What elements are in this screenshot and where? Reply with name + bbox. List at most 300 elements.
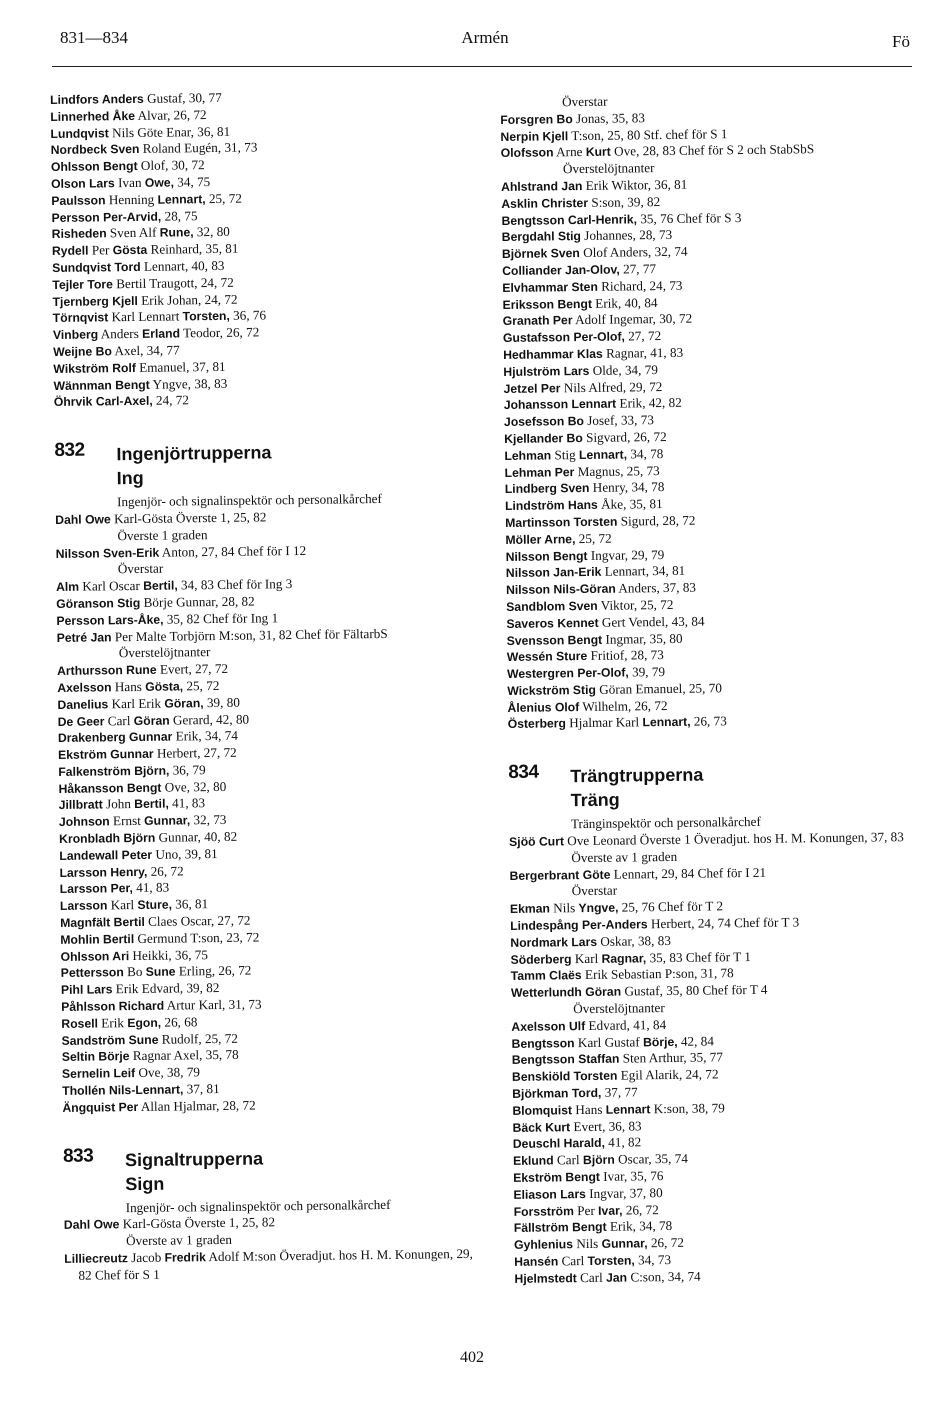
officer-surname: Sune [145, 964, 176, 980]
officer-details: Per Malte Torbjörn M:son, 31, 82 Chef för FältarbS [111, 625, 388, 644]
officer-surname: Göran [133, 713, 170, 728]
section-834-heading [508, 758, 929, 817]
officer-surname: Blomquist [512, 1103, 573, 1118]
officer-surname: Lindström Hans [504, 497, 598, 514]
officer-details: Rudolf, 25, 72 [158, 1030, 239, 1047]
officer-surname: Saveros Kennet [506, 615, 599, 631]
officer-details: Ove, 28, 83 Chef för S 2 och StabSbS [610, 141, 815, 160]
roster-list [501, 174, 928, 733]
rank-heading: Överste 1 graden [117, 526, 208, 543]
officer-surname: Bengtsson [511, 1035, 575, 1051]
page-number: 402 [460, 1349, 484, 1366]
officer-details: Gunnar, 40, 82 [155, 828, 238, 845]
officer-details: Evert, 27, 72 [156, 660, 229, 677]
officer-details: Johannes, 28, 73 [580, 227, 673, 244]
officer-details: Ove Leonard Överste 1 Överadjut. hos H. M. Konungen, 37, 83 [563, 829, 904, 849]
officer-surname: Bengtsson Carl-Henrik, [501, 211, 638, 228]
officer-surname: Kjellander Bo [504, 430, 583, 446]
officer-details: 32, 80 [193, 224, 230, 240]
officer-details: Sigvard, 26, 72 [582, 428, 667, 445]
officer-surname: Nerpin Kjell [500, 128, 569, 144]
section-range: 831—834 [60, 28, 128, 47]
officer-surname: Fredrik [164, 1250, 206, 1265]
officer-surname: Dahl Owe [55, 512, 111, 527]
officer-details: Hjalmar Karl [565, 714, 643, 731]
section-title: Trängtrupperna Träng [570, 764, 704, 811]
officer-surname: De Geer [57, 713, 105, 729]
officer-surname: Torsten, [182, 309, 230, 324]
officer-details: Per [573, 1202, 599, 1218]
officer-details: Germund T:son, 23, 72 [134, 929, 260, 946]
section-title: Signaltrupperna Sign [124, 1148, 264, 1194]
officer-surname: Bertil, [134, 797, 169, 812]
officer-surname: Ohlsson Ari [60, 948, 130, 964]
officer-surname: Owe, [144, 175, 175, 190]
officer-surname: Egon, [127, 1015, 162, 1030]
officer-details: Karl-Gösta Överste 1, 25, 82 [119, 1214, 276, 1232]
officer-surname: Nilsson Nils-Göran [505, 581, 616, 598]
officer-details: 36, 81 [171, 896, 209, 912]
officer-details: Henry, 34, 78 [589, 479, 665, 496]
officer-details: 41, 83 [132, 880, 170, 896]
officer-details: 26, 72 [622, 1201, 659, 1218]
officer-entry [64, 1246, 484, 1285]
officer-surname: Jetzel Per [503, 380, 561, 396]
rank-heading: Överstelöjtnanter [562, 160, 655, 177]
roster-list [511, 1014, 934, 1288]
officer-surname: Paulsson [51, 193, 106, 208]
officer-surname: Axelsson [57, 680, 112, 695]
officer-details: Karl Gustaf [574, 1033, 644, 1050]
officer-surname: Pihl Lars [60, 982, 113, 998]
officer-surname: Larsson Per, [59, 881, 133, 897]
section-description: Ingenjör- och signalinspektör och personalkårchef [116, 491, 382, 510]
officer-details: Ingvar, 29, 79 [587, 546, 665, 563]
officer-details: Gustaf, 30, 77 [143, 89, 222, 106]
right-column [500, 90, 935, 1288]
section-832-heading [54, 436, 475, 495]
officer-details: Adolf Ingemar, 30, 72 [572, 311, 693, 328]
officer-surname: Hjulström Lars [503, 363, 590, 379]
rank-heading: Överstelöjtnanter [118, 644, 211, 661]
officer-surname: Gösta, [145, 679, 184, 694]
officer-surname: Axelsson Ulf [511, 1018, 586, 1034]
officer-details: 34, 78 [626, 445, 664, 462]
officer-details: Herbert, 27, 72 [153, 744, 237, 761]
officer-surname: Lilliecreutz [64, 1251, 129, 1266]
officer-details: Börje Gunnar, 28, 82 [140, 593, 255, 610]
officer-details: Alvar, 26, 72 [134, 106, 207, 123]
officer-surname: Persson Lars-Åke, [56, 612, 164, 628]
officer-details: 35, 76 Chef för S 3 [636, 209, 742, 226]
officer-details: Karl [571, 950, 602, 966]
officer-details: Emanuel, 37, 81 [135, 358, 226, 375]
officer-surname: Colliander Jan-Olov, [502, 262, 620, 278]
officer-details: 36, 79 [169, 762, 206, 778]
officer-details: Herbert, 24, 74 Chef för T 3 [647, 914, 800, 932]
officer-details: Hans [111, 678, 146, 695]
officer-surname: Sandblom Sven [506, 598, 598, 614]
roster-list [64, 1246, 484, 1285]
rank-heading: Överstelöjtnanter [573, 1000, 665, 1017]
officer-details: S:son, 39, 82 [587, 193, 661, 210]
officer-surname: Ekman [509, 901, 550, 917]
officer-surname: Wetterlundh Göran [510, 984, 622, 1001]
officer-details: Åke, 35, 81 [597, 496, 663, 512]
officer-surname: Lehman [504, 448, 552, 463]
officer-surname: Ängquist Per [62, 1099, 139, 1115]
officer-details: Bertil Traugott, 24, 72 [112, 274, 234, 292]
officer-surname: Wickström Stig [507, 682, 596, 698]
officer-details: Nils [549, 900, 579, 916]
officer-surname: Vinberg [52, 327, 99, 343]
officer-surname: Björnek Sven [501, 246, 580, 262]
officer-details: Nils Göte Enar, 36, 81 [108, 123, 231, 140]
officer-details: Artur Karl, 31, 73 [164, 996, 262, 1013]
officer-details: Olof, 30, 72 [137, 157, 205, 174]
officer-details: Wilhelm, 26, 72 [579, 697, 668, 714]
running-title: Armén [461, 28, 509, 47]
officer-surname: Landewall Peter [59, 847, 153, 863]
officer-details: Ove, 32, 80 [161, 778, 227, 795]
officer-surname: Weijne Bo [53, 344, 112, 359]
officer-details: Carl [558, 1253, 588, 1269]
officer-details: 36, 76 [229, 307, 267, 324]
officer-surname: Hansén [514, 1254, 559, 1269]
officer-details: Evert, 36, 83 [570, 1117, 642, 1134]
officer-details: 26, 72 [147, 863, 184, 879]
officer-surname: Nilsson Sven-Erik [55, 545, 160, 561]
officer-surname: Hjelmstedt [514, 1270, 577, 1286]
section-title: Ingenjörtrupperna Ing [116, 442, 272, 489]
officer-surname: Jillbratt [58, 797, 103, 813]
officer-surname: Svensson Bengt [506, 632, 603, 648]
officer-details: Ragnar Axel, 35, 78 [129, 1047, 239, 1064]
officer-surname: Törnqvist [52, 310, 109, 326]
officer-surname: Yngve, [578, 900, 619, 916]
officer-surname: Lehman Per [504, 464, 575, 480]
officer-surname: Granath Per [502, 313, 573, 329]
officer-details: Gert Vendel, 43, 84 [598, 613, 705, 630]
officer-details: Erik Johan, 24, 72 [137, 291, 238, 308]
officer-details: Lennart, 40, 83 [140, 257, 225, 274]
officer-details: T:son, 25, 80 Stf. chef för S 1 [568, 125, 728, 143]
officer-details: Karl Oscar [78, 578, 144, 594]
officer-details: 34, 83 Chef för Ing 3 [177, 576, 293, 593]
officer-details: Erik, 34, 74 [172, 728, 239, 744]
officer-surname: Lundqvist [50, 125, 109, 141]
officer-details: Erik, 34, 78 [606, 1218, 673, 1235]
officer-surname: Bengtsson Staffan [511, 1052, 620, 1068]
header-corner: Fö [892, 32, 910, 51]
left-column [50, 87, 485, 1285]
officer-surname: Erland [142, 326, 181, 342]
officer-surname: Kronbladh Björn [59, 830, 156, 847]
officer-surname: Ohlsson Bengt [50, 159, 138, 175]
officer-surname: Björn [582, 1152, 615, 1168]
officer-details: Josef, 33, 73 [583, 412, 654, 429]
officer-details: Richard, 24, 73 [597, 277, 683, 294]
officer-surname: Påhlsson Richard [61, 998, 165, 1014]
officer-details: Viktor, 25, 72 [597, 596, 674, 613]
officer-surname: Börje, [642, 1034, 678, 1049]
officer-surname: Söderberg [510, 951, 572, 967]
officer-surname: Benskiöld Torsten [511, 1068, 618, 1085]
officer-details: 24, 72 [152, 392, 190, 409]
roster-list [57, 658, 483, 1117]
officer-surname: Eliason Lars [513, 1186, 587, 1202]
officer-details: 41, 82 [604, 1134, 642, 1151]
officer-details: Sigurd, 28, 72 [617, 512, 696, 529]
officer-details: Adolf M:son Överadjut. hos H. M. Konungen, 29, 82 Chef för S 1 [78, 1245, 473, 1283]
officer-details: Edvard, 41, 84 [585, 1016, 667, 1033]
officer-details: Ernst [109, 813, 145, 829]
roster-list [510, 896, 931, 1002]
officer-surname: Larsson [59, 898, 108, 914]
officer-details: Erik, 42, 82 [616, 395, 682, 411]
officer-surname: Sernelin Leif [61, 1066, 136, 1082]
section-description: Ingenjör- och signalinspektör och personalkårchef [125, 1196, 391, 1215]
officer-details: 34, 73 [634, 1251, 672, 1268]
officer-details: Gustaf, 35, 80 Chef för T 4 [621, 982, 768, 999]
officer-details: Jonas, 35, 83 [572, 110, 646, 126]
page-header [60, 28, 910, 54]
officer-surname: Göran, [164, 695, 204, 711]
officer-surname: Ekström Bengt [513, 1169, 600, 1185]
officer-details: 26, 68 [161, 1014, 198, 1030]
officer-details: 32, 73 [190, 812, 227, 828]
officer-details: Fritiof, 28, 73 [587, 647, 664, 664]
officer-surname: Sandström Sune [61, 1032, 159, 1048]
officer-surname: Petré Jan [56, 629, 112, 645]
officer-surname: Gustafsson Per-Olof, [502, 329, 625, 346]
officer-details: Jacob [127, 1249, 165, 1266]
officer-surname: Linnerhed Åke [50, 108, 136, 124]
officer-surname: Jan [605, 1270, 628, 1285]
officer-surname: Persson Per-Arvid, [51, 209, 162, 225]
officer-surname: Elvhammar Sten [502, 279, 598, 295]
officer-surname: Nilsson Jan-Erik [505, 565, 602, 581]
officer-surname: Lindfors Anders [50, 91, 144, 107]
section-number: 834 [508, 761, 539, 784]
officer-surname: Nordbeck Sven [50, 142, 140, 158]
officer-surname: Magnfält Bertil [60, 914, 145, 930]
officer-details: K:son, 38, 79 [650, 1100, 725, 1117]
officer-surname: Thollén Nils-Lennart, [62, 1082, 184, 1098]
section-number: 832 [54, 439, 85, 462]
officer-surname: Gösta [112, 242, 148, 258]
officer-details: Claes Oscar, 27, 72 [144, 912, 251, 929]
officer-surname: Pettersson [60, 965, 124, 981]
officer-surname: Wessén Sture [506, 649, 588, 665]
officer-surname: Deuschl Harald, [512, 1136, 606, 1152]
officer-surname: Tejler Tore [52, 277, 113, 292]
officer-surname: Forsström [513, 1203, 575, 1219]
officer-surname: Rydell [51, 243, 89, 259]
officer-details: 28, 75 [161, 207, 198, 224]
officer-details: Erik Wiktor, 36, 81 [582, 176, 688, 193]
officer-surname: Lennart [605, 1102, 651, 1117]
officer-details: Erik Sebastian P:son, 31, 78 [581, 965, 734, 983]
officer-details: 25, 72 [183, 677, 220, 694]
officer-surname: Bertil, [143, 578, 178, 594]
officer-surname: Gyhlenius [513, 1237, 574, 1253]
officer-surname: Sjöö Curt [509, 834, 565, 850]
officer-details: 37, 77 [601, 1084, 638, 1100]
officer-details: Olof Anders, 32, 74 [579, 243, 688, 261]
roster-831-continued [50, 87, 474, 411]
officer-details: Erling, 26, 72 [175, 963, 252, 979]
officer-surname: Forsgren Bo [500, 111, 573, 127]
officer-surname: Gunnar, [601, 1236, 648, 1252]
officer-details: Ingmar, 35, 80 [602, 630, 683, 647]
officer-surname: Nilsson Bengt [505, 548, 588, 564]
officer-surname: Österberg [507, 716, 567, 732]
officer-details: Ingvar, 37, 80 [585, 1184, 663, 1201]
roster-list [56, 574, 477, 646]
officer-details: Lennart, 34, 81 [601, 563, 686, 580]
officer-surname: Westergren Per-Olof, [506, 665, 629, 682]
officer-details: Erik [97, 1014, 128, 1031]
officer-details: Nils [572, 1236, 602, 1252]
officer-surname: Ivar, [598, 1203, 623, 1218]
officer-details: Olde, 34, 79 [589, 361, 658, 378]
officer-details: Lennart, 29, 84 Chef för I 21 [610, 864, 767, 882]
officer-details: Karl-Gösta Överste 1, 25, 82 [110, 509, 267, 527]
officer-details: Erik, 40, 84 [591, 294, 658, 311]
officer-surname: Gunnar, [144, 813, 191, 829]
officer-details: Carl [576, 1269, 607, 1285]
officer-details: 26, 72 [647, 1235, 684, 1251]
officer-details: C:son, 34, 74 [626, 1268, 701, 1285]
officer-details: Erik Edvard, 39, 82 [112, 980, 220, 997]
section-833-heading [63, 1141, 484, 1200]
rank-heading: Överstar [561, 93, 608, 110]
officer-surname: Fällström Bengt [513, 1220, 607, 1236]
officer-details: 39, 80 [203, 694, 240, 710]
officer-details: Egil Alarik, 24, 72 [617, 1066, 719, 1083]
officer-details: Göran Emanuel, 25, 70 [595, 680, 722, 697]
officer-surname: Möller Arne, [505, 531, 576, 547]
officer-details: Stig [551, 446, 580, 463]
officer-details: 35, 83 Chef för T 1 [646, 948, 751, 965]
officer-details: 34, 75 [173, 174, 211, 190]
officer-surname: Sundqvist Tord [52, 259, 141, 275]
officer-surname: Lennart, [578, 447, 628, 462]
officer-surname: Larsson Henry, [59, 864, 148, 880]
officer-surname: Björkman Tord, [512, 1085, 602, 1101]
header-rule [52, 66, 912, 67]
officer-surname: Lennart, [157, 191, 206, 207]
officer-details: Sven Alf [106, 225, 160, 241]
officer-details: 26, 73 [690, 713, 727, 730]
officer-surname: Håkansson Bengt [58, 780, 162, 796]
officer-surname: Ahlstrand Jan [501, 178, 583, 194]
officer-details: Hans [571, 1101, 606, 1118]
officer-surname: Drakenberg Gunnar [57, 729, 173, 746]
officer-surname: Olson Lars [51, 176, 115, 191]
officer-surname: Olofsson [500, 145, 554, 161]
officer-surname: Asklin Christer [501, 195, 589, 211]
officer-details: Bo [123, 964, 146, 980]
officer-surname: Seltin Börje [61, 1049, 130, 1065]
officer-details: 25, 76 Chef för T 2 [618, 898, 724, 915]
officer-details: Karl [107, 897, 138, 913]
officer-surname: Falkenström Björn, [58, 763, 170, 779]
officer-details: Anders, 37, 83 [615, 579, 697, 596]
officer-details: 39, 79 [628, 664, 666, 680]
officer-surname: Sture, [137, 897, 173, 913]
officer-surname: Torsten, [587, 1253, 635, 1269]
officer-surname: Arthursson Rune [56, 662, 157, 679]
officer-details: Anton, 27, 84 Chef för I 12 [159, 542, 307, 560]
officer-surname: Josefsson Bo [503, 414, 584, 430]
officer-details: Nils Alfred, 29, 72 [560, 378, 663, 395]
officer-details: Uno, 39, 81 [152, 845, 218, 862]
officer-surname: Mohlin Bertil [60, 931, 135, 947]
officer-surname: Lennart, [642, 715, 691, 730]
officer-details: 37, 81 [183, 1081, 220, 1097]
section-number: 833 [62, 1145, 94, 1167]
roster-list [500, 107, 921, 163]
officer-surname: Rune, [159, 225, 194, 241]
officer-surname: Johnson [58, 814, 110, 830]
officer-details: 27, 77 [619, 261, 657, 277]
officer-surname: Eklund [512, 1153, 554, 1169]
officer-details: Ivar, 35, 76 [599, 1168, 664, 1184]
officer-details: Yngve, 38, 83 [149, 375, 228, 392]
officer-details: 25, 72 [205, 190, 242, 206]
officer-surname: Hedhammar Klas [503, 346, 603, 362]
officer-details: Reinhard, 35, 81 [147, 240, 239, 257]
officer-details: Carl [553, 1152, 584, 1168]
rank-heading: Överstar [117, 560, 164, 577]
officer-surname: Tjernberg Kjell [52, 293, 138, 309]
officer-details: Allan Hjalmar, 28, 72 [138, 1097, 256, 1114]
officer-details: 35, 82 Chef för Ing 1 [163, 609, 279, 627]
officer-details: Karl Lennart [108, 308, 183, 325]
officer-surname: Danelius [57, 697, 109, 712]
officer-surname: Tamm Claës [510, 968, 582, 984]
officer-details: Ove, 38, 79 [135, 1064, 201, 1081]
officer-details: Henning [105, 191, 158, 208]
officer-details: Teodor, 26, 72 [179, 324, 260, 341]
officer-surname: Bergerbrant Göte [509, 867, 611, 883]
officer-details: John [102, 796, 135, 812]
rank-heading: Överste av 1 graden [125, 1232, 232, 1249]
officer-surname: Nordmark Lars [510, 934, 598, 950]
officer-details: Magnus, 25, 73 [574, 462, 660, 479]
officer-surname: Ekström Gunnar [58, 746, 154, 763]
rank-heading: Överste av 1 graden [571, 848, 678, 866]
officer-surname: Rosell [61, 1016, 99, 1031]
officer-surname: Bergdahl Stig [501, 229, 582, 245]
officer-surname: Risheden [51, 226, 107, 242]
officer-surname: Lindespång Per-Anders [510, 917, 648, 933]
officer-surname: Göranson Stig [56, 595, 141, 611]
officer-surname: Johansson Lennart [503, 396, 617, 413]
officer-details: 27, 72 [624, 328, 662, 344]
officer-details: 41, 83 [168, 795, 206, 812]
officer-surname: Lindberg Sven [504, 481, 590, 497]
officer-details: Karl Erik [108, 695, 165, 712]
officer-surname: Wikström Rolf [53, 360, 136, 376]
section-description: Tränginspektör och personalkårchef [570, 814, 761, 832]
officer-details: Arne [553, 144, 586, 160]
officer-surname: Ålenius Olof [507, 699, 580, 715]
officer-details: Ivan [114, 174, 145, 191]
officer-details: Axel, 34, 77 [111, 342, 180, 359]
